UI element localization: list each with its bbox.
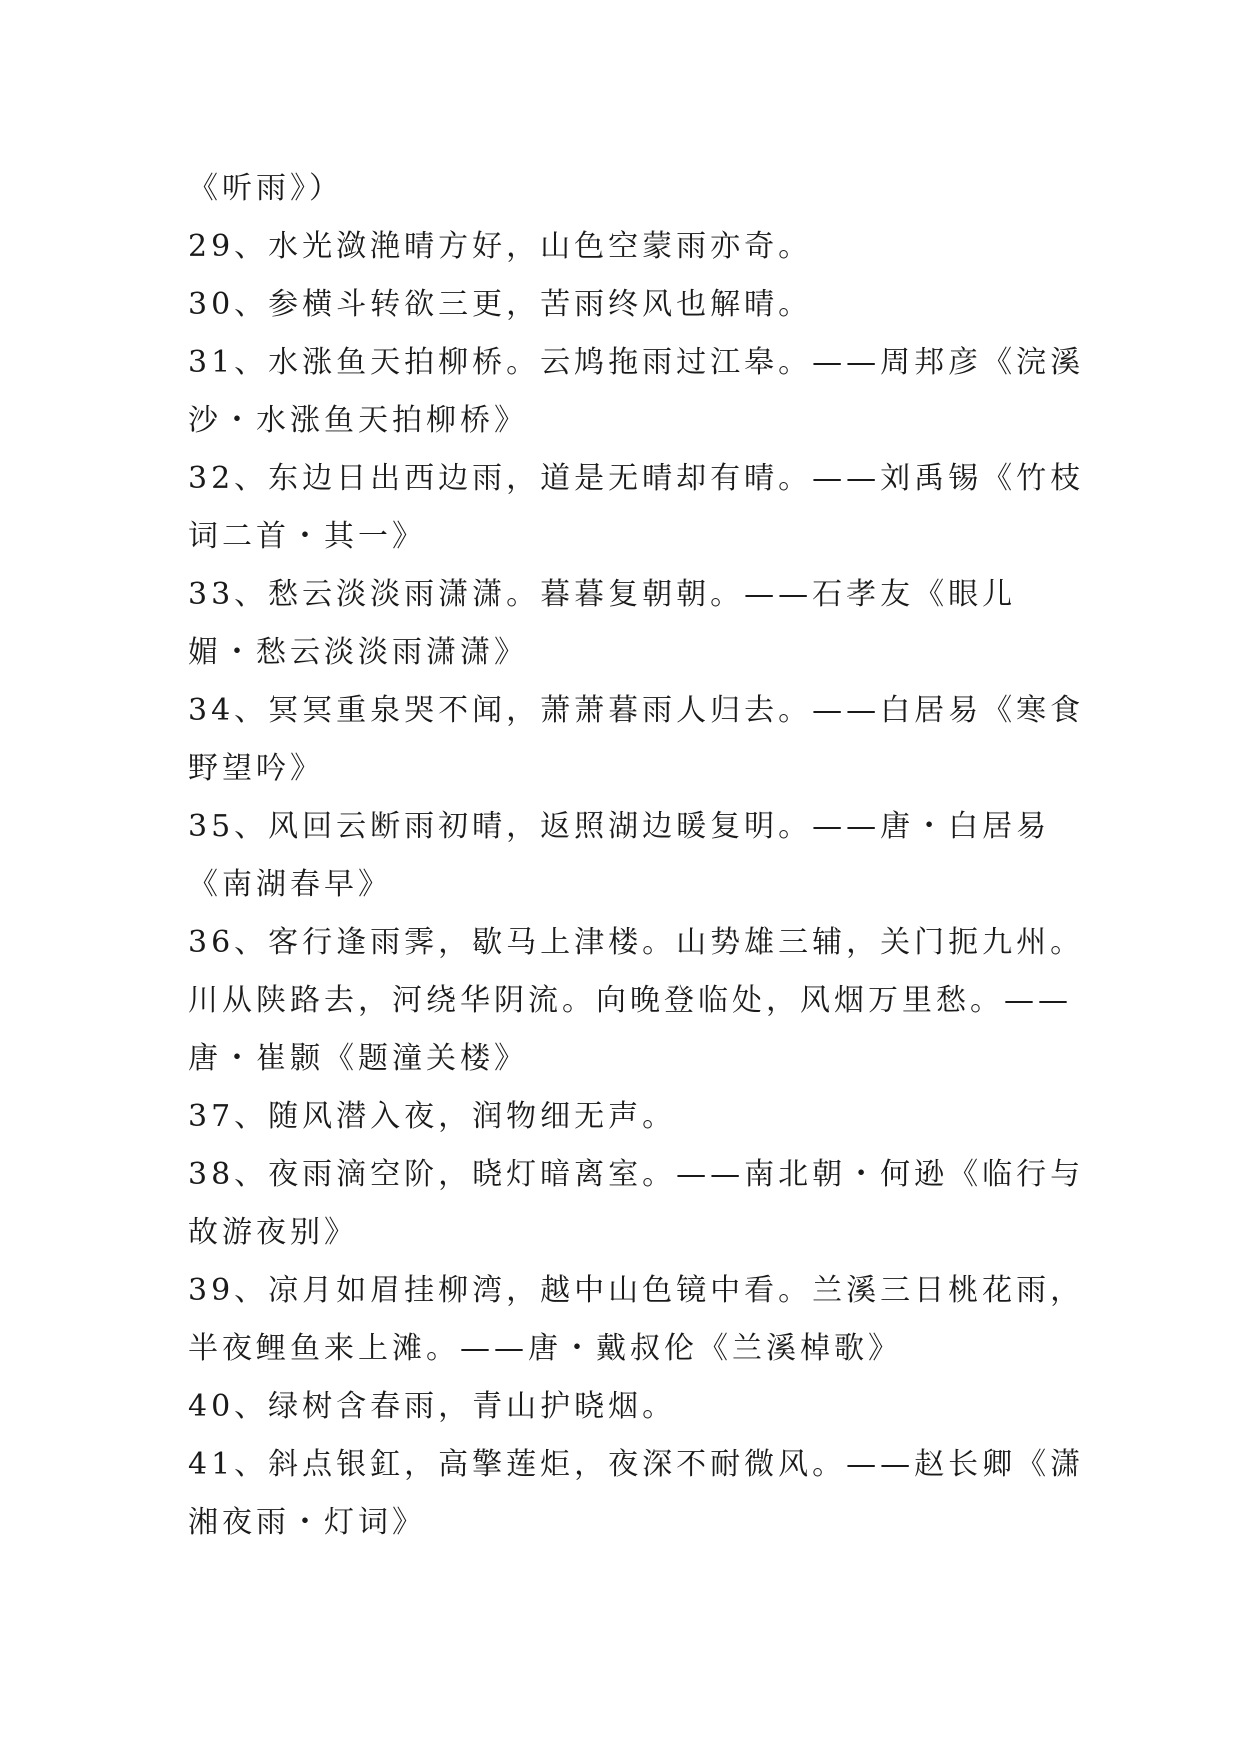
text-line: 媚・愁云淡淡雨潇潇》	[188, 635, 528, 670]
text-line: 39、凉月如眉挂柳湾，越中山色镜中看。兰溪三日桃花雨，	[188, 1273, 1085, 1308]
text-line: 33、愁云淡淡雨潇潇。暮暮复朝朝。——石孝友《眼儿	[188, 577, 1017, 612]
text-line: 川从陕路去，河绕华阴流。向晚登临处，风烟万里愁。——	[188, 983, 1072, 1018]
text-line: 30、参横斗转欲三更，苦雨终风也解晴。	[188, 287, 813, 322]
text-line: 《南湖春早》	[188, 867, 392, 902]
text-line: 野望吟》	[188, 751, 324, 786]
text-line: 38、夜雨滴空阶，晓灯暗离室。——南北朝・何逊《临行与	[188, 1157, 1085, 1192]
text-line: 32、东边日出西边雨，道是无晴却有晴。——刘禹锡《竹枝	[188, 461, 1085, 496]
text-line: 34、冥冥重泉哭不闻，萧萧暮雨人归去。——白居易《寒食	[188, 693, 1085, 728]
text-line: 沙・水涨鱼天拍柳桥》	[188, 403, 528, 438]
text-line: 故游夜别》	[188, 1215, 358, 1250]
text-line: 29、水光潋滟晴方好，山色空蒙雨亦奇。	[188, 229, 813, 264]
text-line: 《听雨》）	[188, 171, 343, 206]
text-line: 41、斜点银釭，高擎莲炬，夜深不耐微风。——赵长卿《潇	[188, 1447, 1085, 1482]
text-line: 31、水涨鱼天拍柳桥。云鸠拖雨过江皋。——周邦彦《浣溪	[188, 345, 1085, 380]
text-line: 词二首・其一》	[188, 519, 426, 554]
text-line: 40、绿树含春雨，青山护晓烟。	[188, 1389, 677, 1424]
text-line: 37、随风潜入夜，润物细无声。	[188, 1099, 677, 1134]
text-line: 唐・崔颢《题潼关楼》	[188, 1041, 528, 1076]
text-line: 36、客行逢雨霁，歇马上津楼。山势雄三辅，关门扼九州。	[188, 925, 1085, 960]
text-line: 湘夜雨・灯词》	[188, 1505, 426, 1540]
text-line: 半夜鲤鱼来上滩。——唐・戴叔伦《兰溪棹歌》	[188, 1331, 902, 1366]
poem-list	[188, 160, 1085, 1552]
text-line: 35、风回云断雨初晴，返照湖边暖复明。——唐・白居易	[188, 809, 1051, 844]
